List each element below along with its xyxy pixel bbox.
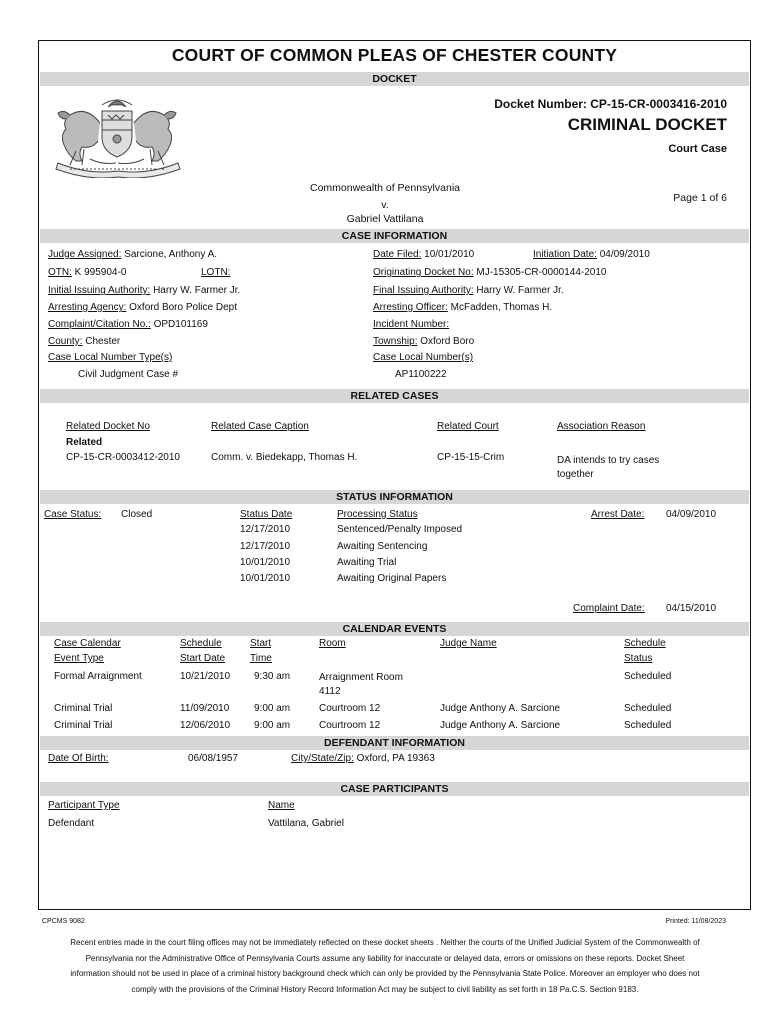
status-row-date: 12/17/2010 [240, 524, 291, 535]
case-information-heading: CASE INFORMATION [40, 229, 749, 243]
initial-issuing-authority-value: Harry W. Farmer Jr. [153, 285, 241, 296]
status-row-status: Sentenced/Penalty Imposed [337, 524, 463, 535]
initiation-date [533, 249, 650, 260]
caption-versus: v. [381, 199, 389, 211]
calendar-row-status: Scheduled [624, 720, 672, 731]
participant-name-value: Vattilana, Gabriel [268, 818, 344, 829]
related-court-value: CP-15-15-Crim [437, 452, 505, 463]
complaint-date-label: Complaint Date: [573, 603, 645, 614]
case-local-number-value: AP1100222 [395, 369, 447, 380]
final-issuing-authority [373, 285, 564, 296]
association-reason-line1: DA intends to try cases [557, 455, 660, 466]
originating-docket-label: Originating Docket No: [373, 267, 474, 278]
status-date-col-header: Status Date [240, 509, 293, 520]
case-local-number-label: Case Local Number(s) [373, 352, 474, 363]
related-cases-heading: RELATED CASES [40, 389, 749, 403]
calendar-row-event: Criminal Trial [54, 703, 113, 714]
start-time-col-header-1: Start [250, 638, 272, 649]
calendar-events-heading: CALENDAR EVENTS [40, 622, 749, 636]
room-col-header: Room [319, 638, 346, 649]
participant-type-value: Defendant [48, 818, 95, 829]
complaint-citation-value: OPD101169 [153, 319, 208, 330]
initiation-date-value: 04/09/2010 [599, 249, 650, 260]
criminal-docket-heading: CRIMINAL DOCKET [567, 115, 727, 134]
township-label: Township: [373, 336, 418, 347]
status-row-status: Awaiting Original Papers [337, 573, 447, 584]
final-issuing-authority-label: Final Issuing Authority: [373, 285, 474, 296]
initiation-date-label: Initiation Date: [533, 249, 597, 260]
page-title: COURT OF COMMON PLEAS OF CHESTER COUNTY [171, 45, 618, 65]
calendar-row-room: Courtroom 12 [319, 720, 381, 731]
judge-name-col-header: Judge Name [440, 638, 497, 649]
court-case-label: Court Case [668, 143, 727, 155]
complaint-citation [48, 319, 208, 330]
participant-type-col-header: Participant Type [48, 800, 120, 811]
township [373, 336, 474, 347]
complaint-citation-label: Complaint/Citation No.: [48, 319, 151, 330]
status-row-date: 10/01/2010 [240, 557, 291, 568]
calendar-row-event: Criminal Trial [54, 720, 113, 731]
arresting-agency [48, 302, 237, 313]
final-issuing-authority-value: Harry W. Farmer Jr. [476, 285, 564, 296]
case-local-number-type-label: Case Local Number Type(s) [48, 352, 173, 363]
arresting-officer [373, 302, 552, 313]
docket-heading: DOCKET [40, 72, 749, 86]
printed-date: Printed: 11/08/2023 [665, 918, 726, 925]
status-row-status: Awaiting Trial [337, 557, 397, 568]
form-id: CPCMS 9082 [42, 918, 85, 925]
calendar-row-time: 9:30 am [254, 671, 291, 682]
county-label: County: [48, 336, 83, 347]
calendar-row-room: Courtroom 12 [319, 703, 381, 714]
arresting-agency-value: Oxford Boro Police Dept [129, 302, 237, 313]
related-docket-col-header: Related Docket No [66, 421, 150, 432]
date-of-birth-label: Date Of Birth: [48, 753, 109, 764]
event-type-col-header-2: Event Type [54, 653, 104, 664]
date-filed-value: 10/01/2010 [424, 249, 475, 260]
case-local-number-type-value: Civil Judgment Case # [78, 369, 179, 380]
related-court-col-header: Related Court [437, 421, 499, 432]
date-of-birth-value: 06/08/1957 [188, 753, 239, 764]
otn-label: OTN: [48, 267, 72, 278]
calendar-row-event: Formal Arraignment [54, 671, 142, 682]
arresting-officer-label: Arresting Officer: [373, 302, 448, 313]
calendar-row-status: Scheduled [624, 703, 672, 714]
disclaimer-text: Recent entries made in the court filing offices may not be immediately reflected on these docket sheets . Neither the courts of the Unified Judicial System of the Commonwealth of Pennsylvania nor the Administrative Office of Pennsylvania Courts assume any liability for inaccurate or delayed data, errors or omissions on these reports. Docket Sheet information should not be used in place of a criminal history background check which can only be provided by the Pennsylvania State Police. Moreover an employer who does not comply with the provisions of the Criminal History Record Information Act may be subject to civil liability as set forth in 18 Pa.C.S. Section 9183. [70, 938, 700, 994]
status-row-date: 12/17/2010 [240, 541, 291, 552]
related-group-label: Related [66, 437, 103, 448]
county [48, 336, 120, 347]
page-number: Page 1 of 6 [673, 192, 727, 204]
arresting-agency-label: Arresting Agency: [48, 302, 127, 313]
judge-assigned-label: Judge Assigned: [48, 249, 122, 260]
date-filed-label: Date Filed: [373, 249, 422, 260]
arrest-date-label: Arrest Date: [591, 509, 645, 520]
judge-assigned [48, 249, 217, 260]
calendar-row-judge: Judge Anthony A. Sarcione [440, 703, 561, 714]
city-state-zip-label: City/State/Zip: [291, 753, 354, 764]
processing-status-col-header: Processing Status [337, 509, 418, 520]
city-state-zip [291, 753, 435, 764]
defendant-information-heading: DEFENDANT INFORMATION [40, 736, 749, 750]
judge-assigned-value: Sarcione, Anthony A. [124, 249, 218, 260]
case-participants-heading: CASE PARTICIPANTS [40, 782, 749, 796]
case-status-label: Case Status: [44, 509, 102, 520]
calendar-row-date: 10/21/2010 [180, 671, 231, 682]
calendar-row-time: 9:00 am [254, 720, 291, 731]
participant-name-col-header: Name [268, 800, 295, 811]
arresting-officer-value: McFadden, Thomas H. [450, 302, 553, 313]
otn [48, 267, 126, 278]
otn-value: K 995904-0 [74, 267, 127, 278]
complaint-date-value: 04/15/2010 [666, 603, 717, 614]
case-status-value: Closed [121, 509, 153, 520]
schedule-status-col-header-1: Schedule [624, 638, 666, 649]
start-date-col-header-2: Start Date [180, 653, 226, 664]
pennsylvania-coat-of-arms-icon [50, 93, 185, 178]
calendar-row-room-line2: 4112 [319, 686, 341, 697]
lotn-label: LOTN: [201, 267, 231, 278]
calendar-row-status: Scheduled [624, 671, 672, 682]
calendar-row-room: Arraignment Room [319, 672, 403, 683]
arrest-date-value: 04/09/2010 [666, 509, 717, 520]
schedule-status-col-header-2: Status [624, 653, 653, 664]
related-caption-value: Comm. v. Biedekapp, Thomas H. [211, 452, 358, 463]
association-reason-col-header: Association Reason [557, 421, 646, 432]
originating-docket [373, 267, 606, 278]
incident-number-label: Incident Number: [373, 319, 450, 330]
start-time-col-header-2: Time [250, 653, 272, 664]
initial-issuing-authority-label: Initial Issuing Authority: [48, 285, 151, 296]
calendar-row-time: 9:00 am [254, 703, 291, 714]
event-type-col-header-1: Case Calendar [54, 638, 121, 649]
status-information-heading: STATUS INFORMATION [40, 490, 749, 504]
county-value: Chester [85, 336, 121, 347]
related-docket-value: CP-15-CR-0003412-2010 [66, 452, 180, 463]
status-row-date: 10/01/2010 [240, 573, 291, 584]
start-date-col-header-1: Schedule [180, 638, 222, 649]
docket-number: Docket Number: CP-15-CR-0003416-2010 [494, 97, 727, 111]
township-value: Oxford Boro [420, 336, 475, 347]
date-filed [373, 249, 474, 260]
calendar-row-date: 11/09/2010 [180, 703, 230, 714]
initial-issuing-authority [48, 285, 240, 296]
calendar-row-judge: Judge Anthony A. Sarcione [440, 720, 561, 731]
caption-plaintiff: Commonwealth of Pennsylvania [310, 182, 460, 194]
related-caption-col-header: Related Case Caption [211, 421, 309, 432]
caption-defendant: Gabriel Vattilana [346, 213, 424, 225]
city-state-zip-value: Oxford, PA 19363 [356, 753, 435, 764]
calendar-row-date: 12/06/2010 [180, 720, 231, 731]
status-row-status: Awaiting Sentencing [337, 541, 428, 552]
association-reason-line2: together [557, 469, 594, 480]
originating-docket-value: MJ-15305-CR-0000144-2010 [476, 267, 607, 278]
